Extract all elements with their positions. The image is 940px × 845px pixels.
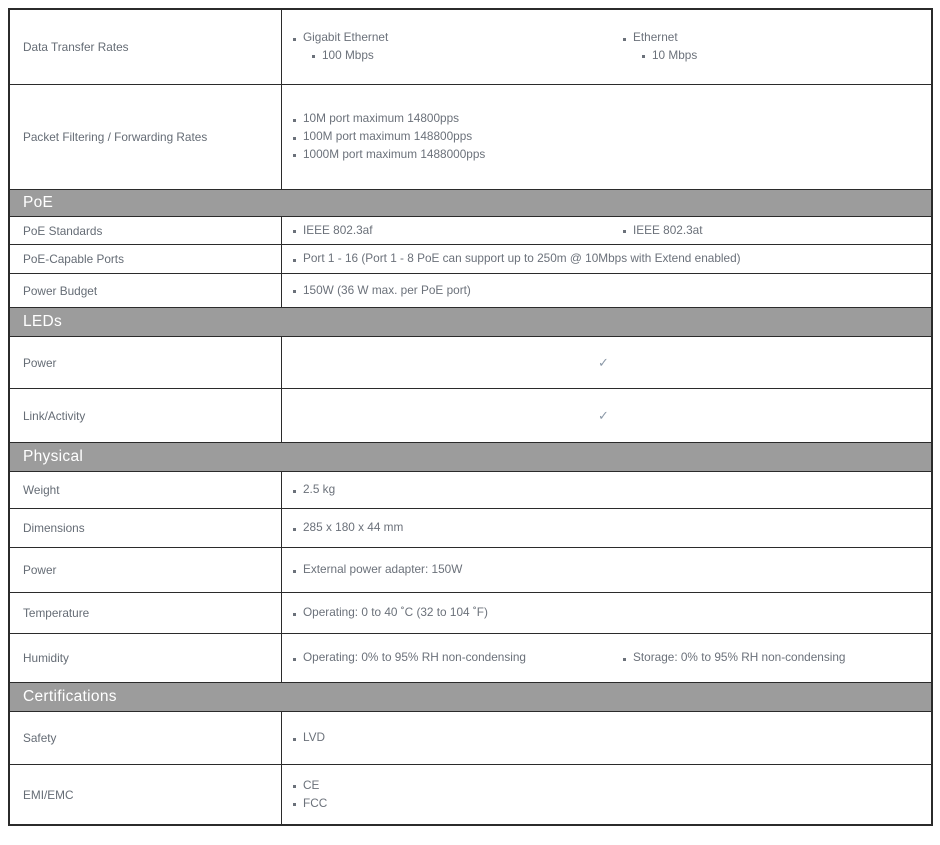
square-bullet-icon — [293, 613, 296, 616]
row-label — [10, 472, 282, 508]
value-text: 2.5 kg — [303, 482, 336, 497]
row-value — [282, 509, 931, 547]
square-bullet-icon — [623, 38, 626, 41]
table-row — [10, 633, 931, 682]
square-bullet-icon — [293, 290, 296, 293]
value-subitem — [293, 47, 623, 65]
section-title: Physical — [23, 448, 84, 465]
value-item — [293, 110, 485, 128]
row-label-text: EMI/EMC — [23, 787, 74, 802]
square-bullet-icon — [293, 490, 296, 493]
section-header-row — [10, 442, 931, 471]
table-row — [10, 388, 931, 442]
row-value — [282, 10, 931, 84]
row-label-text: PoE Standards — [23, 223, 103, 238]
section-header-row — [10, 189, 931, 216]
value-group — [293, 222, 623, 240]
row-label — [10, 337, 282, 388]
value-group — [293, 250, 741, 268]
value-item — [293, 128, 485, 146]
row-label-text: Power — [23, 355, 57, 370]
row-label — [10, 245, 282, 273]
value-text: Storage: 0% to 95% RH non-condensing — [633, 650, 846, 665]
row-label — [10, 548, 282, 592]
square-bullet-icon — [293, 738, 296, 741]
value-group — [293, 777, 327, 812]
row-label — [10, 509, 282, 547]
value-item — [623, 29, 697, 47]
section-title: Certifications — [23, 688, 117, 705]
value-text: External power adapter: 150W — [303, 562, 463, 577]
row-value — [282, 245, 931, 273]
table-row — [10, 84, 931, 189]
value-text: CE — [303, 777, 320, 792]
row-label-text: Data Transfer Rates — [23, 40, 129, 54]
row-label-text: Humidity — [23, 651, 69, 665]
table-row — [10, 711, 931, 764]
row-value — [282, 634, 931, 682]
row-label — [10, 712, 282, 764]
row-label — [10, 274, 282, 307]
value-text: 285 x 180 x 44 mm — [303, 520, 404, 535]
value-group — [623, 649, 845, 667]
row-label-text: Packet Filtering / Forwarding Rates — [23, 130, 208, 144]
square-bullet-icon — [293, 570, 296, 573]
row-value — [282, 337, 931, 388]
square-bullet-icon — [293, 785, 296, 788]
row-label-text: PoE-Capable Ports — [23, 252, 124, 266]
row-label — [10, 389, 282, 442]
check-icon: ✓ — [598, 355, 609, 370]
value-subtext: 100 Mbps — [322, 48, 374, 62]
row-label-text: Power — [23, 563, 57, 577]
value-item — [293, 29, 623, 47]
value-item — [293, 649, 623, 667]
square-bullet-icon — [312, 55, 315, 58]
row-label-text: Temperature — [23, 606, 90, 620]
value-group — [293, 110, 485, 163]
row-value — [282, 274, 931, 307]
value-text: 10M port maximum 14800pps — [303, 111, 460, 126]
value-subtext: 10 Mbps — [652, 48, 698, 62]
value-group — [293, 729, 325, 747]
square-bullet-icon — [293, 803, 296, 806]
value-text: Port 1 - 16 (Port 1 - 8 PoE can support up to 250m @ 10Mbps with Extend enabled) — [303, 251, 741, 266]
row-value — [282, 472, 931, 508]
check-icon: ✓ — [598, 408, 609, 423]
value-text: Ethernet — [633, 30, 678, 45]
section-title: PoE — [23, 194, 54, 211]
table-row — [10, 216, 931, 244]
value-text: Operating: 0 to 40 ˚C (32 to 104 ˚F) — [303, 605, 488, 620]
table-row — [10, 336, 931, 388]
row-label — [10, 765, 282, 824]
table-row — [10, 508, 931, 547]
value-item — [293, 519, 403, 537]
table-row — [10, 244, 931, 273]
square-bullet-icon — [293, 38, 296, 41]
value-text: Operating: 0% to 95% RH non-condensing — [303, 650, 526, 665]
value-group — [623, 222, 703, 240]
value-group — [293, 604, 488, 622]
value-item — [293, 222, 623, 240]
value-item — [293, 282, 471, 300]
row-value — [282, 712, 931, 764]
square-bullet-icon — [293, 259, 296, 262]
value-text: FCC — [303, 795, 328, 810]
row-label — [10, 593, 282, 633]
value-group — [623, 29, 697, 64]
table-row — [10, 592, 931, 633]
value-group — [293, 282, 471, 300]
square-bullet-icon — [293, 658, 296, 661]
value-text: IEEE 802.3at — [633, 222, 703, 237]
row-label — [10, 634, 282, 682]
value-item — [293, 481, 335, 499]
row-label — [10, 217, 282, 244]
square-bullet-icon — [293, 154, 296, 157]
row-label — [10, 10, 282, 84]
value-group — [293, 649, 623, 667]
value-item — [293, 777, 327, 795]
square-bullet-icon — [293, 119, 296, 122]
table-row — [10, 764, 931, 824]
value-item — [293, 729, 325, 747]
row-value — [282, 217, 931, 244]
section-title: LEDs — [23, 313, 63, 330]
square-bullet-icon — [293, 528, 296, 531]
value-item — [623, 649, 845, 667]
square-bullet-icon — [293, 137, 296, 140]
value-subitem — [623, 47, 697, 65]
section-header-row — [10, 307, 931, 336]
row-label — [10, 85, 282, 189]
value-text: 100M port maximum 148800pps — [303, 129, 473, 144]
table-row — [10, 273, 931, 307]
specifications-table — [8, 8, 933, 826]
row-value — [282, 548, 931, 592]
section-header-row — [10, 682, 931, 711]
row-label-text: Safety — [23, 731, 57, 745]
value-item — [293, 561, 462, 579]
value-item — [293, 250, 741, 268]
row-value — [282, 389, 931, 442]
value-group — [293, 519, 403, 537]
table-row — [10, 547, 931, 592]
row-label-text: Link/Activity — [23, 408, 86, 423]
value-group — [293, 561, 462, 579]
row-value — [282, 765, 931, 824]
value-item — [623, 222, 703, 240]
row-label-text: Dimensions — [23, 521, 85, 535]
value-text: LVD — [303, 730, 326, 745]
square-bullet-icon — [623, 658, 626, 661]
row-label-text: Power Budget — [23, 283, 98, 298]
square-bullet-icon — [293, 230, 296, 233]
value-group — [293, 481, 335, 499]
row-value — [282, 593, 931, 633]
value-item — [293, 146, 485, 164]
square-bullet-icon — [642, 55, 645, 58]
table-row — [10, 471, 931, 508]
value-item — [293, 795, 327, 813]
row-value — [282, 85, 931, 189]
value-text: 1000M port maximum 1488000pps — [303, 146, 486, 161]
row-label-text: Weight — [23, 483, 60, 497]
value-text: Gigabit Ethernet — [303, 30, 389, 45]
value-text: 150W (36 W max. per PoE port) — [303, 282, 471, 297]
value-item — [293, 604, 488, 622]
value-text: IEEE 802.3af — [303, 222, 373, 237]
square-bullet-icon — [623, 230, 626, 233]
table-row — [10, 10, 931, 84]
value-group — [293, 29, 623, 64]
